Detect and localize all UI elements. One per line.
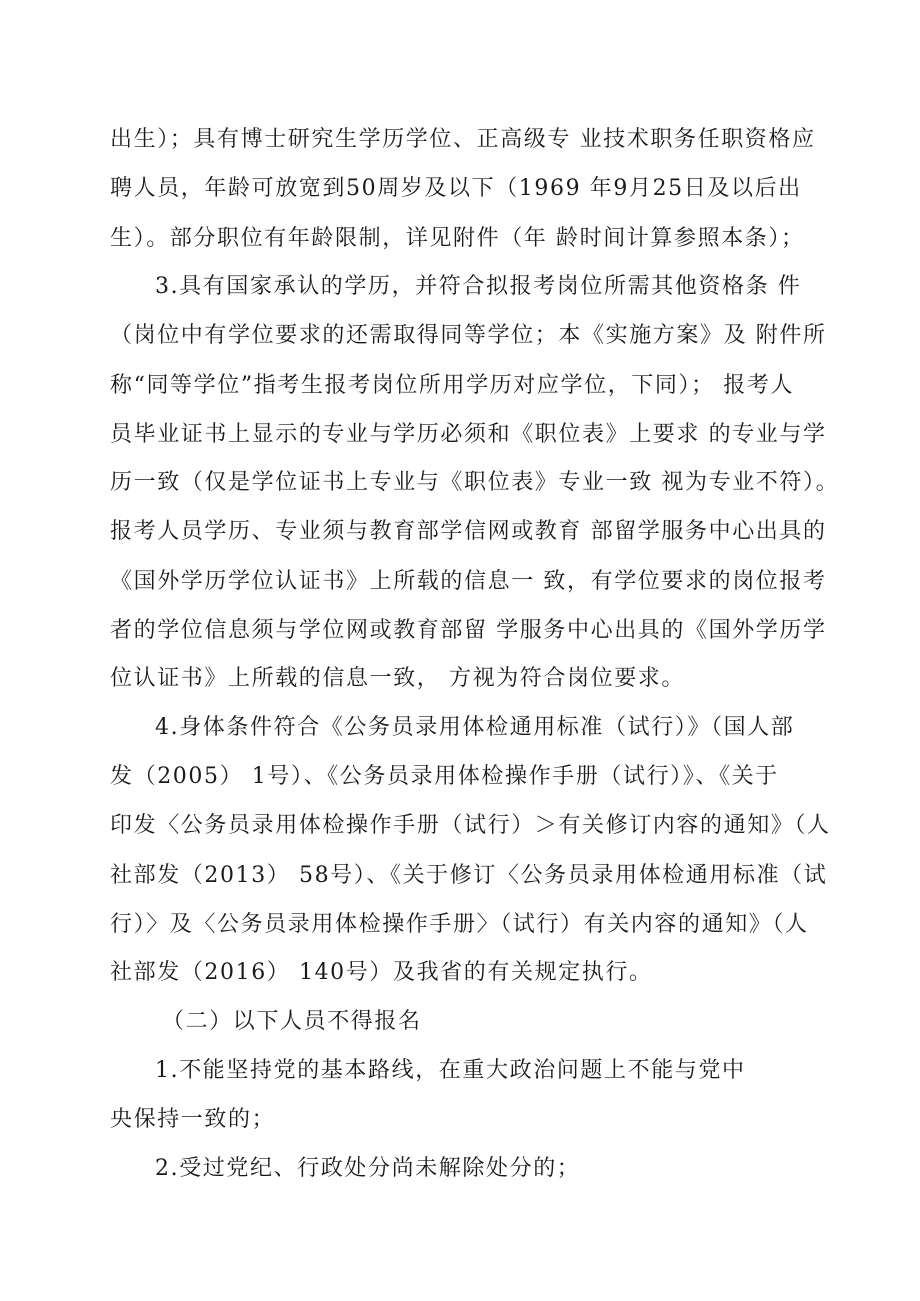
text-line: 聘人员，年龄可放宽到50周岁及以下（1969 年9月25日及以后出	[110, 176, 802, 201]
text-line: 者的学位信息须与学位网或教育部留 学服务中心出具的《国外学历学	[110, 618, 827, 643]
text-line: （岗位中有学位要求的还需取得同等学位；本《实施方案》及 附件所	[110, 323, 827, 348]
text-line: 出生）；具有博士研究生学历学位、正高级专 业技术职务任职资格应	[110, 127, 816, 152]
section-heading: （二）以下人员不得报名	[162, 1009, 422, 1034]
text-line: 称“同等学位”指考生报考岗位所用学历对应学位，下同）； 报考人	[110, 373, 795, 398]
text-line: 1.不能坚持党的基本路线，在重大政治问题上不能与党中	[155, 1058, 746, 1083]
text-line: 员毕业证书上显示的专业与学历必须和《职位表》上要求 的专业与学	[110, 422, 827, 447]
text-line: 生）。部分职位有年龄限制，详见附件（年 龄时间计算参照本条）；	[110, 226, 805, 251]
text-line: 2.受过党纪、行政处分尚未解除处分的；	[155, 1156, 581, 1181]
text-line: 社部发（2016） 140号）及我省的有关规定执行。	[110, 960, 653, 985]
text-line: 社部发（2013） 58号）、《关于修订〈公务员录用体检通用标准（试	[110, 863, 828, 888]
text-line: 位认证书》上所载的信息一致， 方视为符合岗位要求。	[110, 666, 685, 691]
text-line: 印发〈公务员录用体检操作手册（试行）＞有关修订内容的通知》（人	[110, 813, 831, 838]
text-line: 历一致（仅是学位证书上专业与《职位表》专业一致 视为专业不符）。	[110, 470, 840, 495]
text-line: 4.身体条件符合《公务员录用体检通用标准（试行）》（国人部	[155, 715, 795, 740]
text-line: 央保持一致的；	[110, 1107, 276, 1132]
text-line: 行）〉及〈公务员录用体检操作手册〉（试行）有关内容的通知》（人	[110, 912, 809, 937]
text-line: 报考人员学历、专业须与教育部学信网或教育 部留学服务中心出具的	[110, 519, 827, 544]
text-line: 发（2005） 1号）、《公务员录用体检操作手册（试行）》、《关于	[110, 764, 779, 789]
text-line: 3.具有国家承认的学历，并符合拟报考岗位所需其他资格条 件	[155, 274, 802, 299]
text-line: 《国外学历学位认证书》上所载的信息一 致，有学位要求的岗位报考	[110, 569, 827, 594]
